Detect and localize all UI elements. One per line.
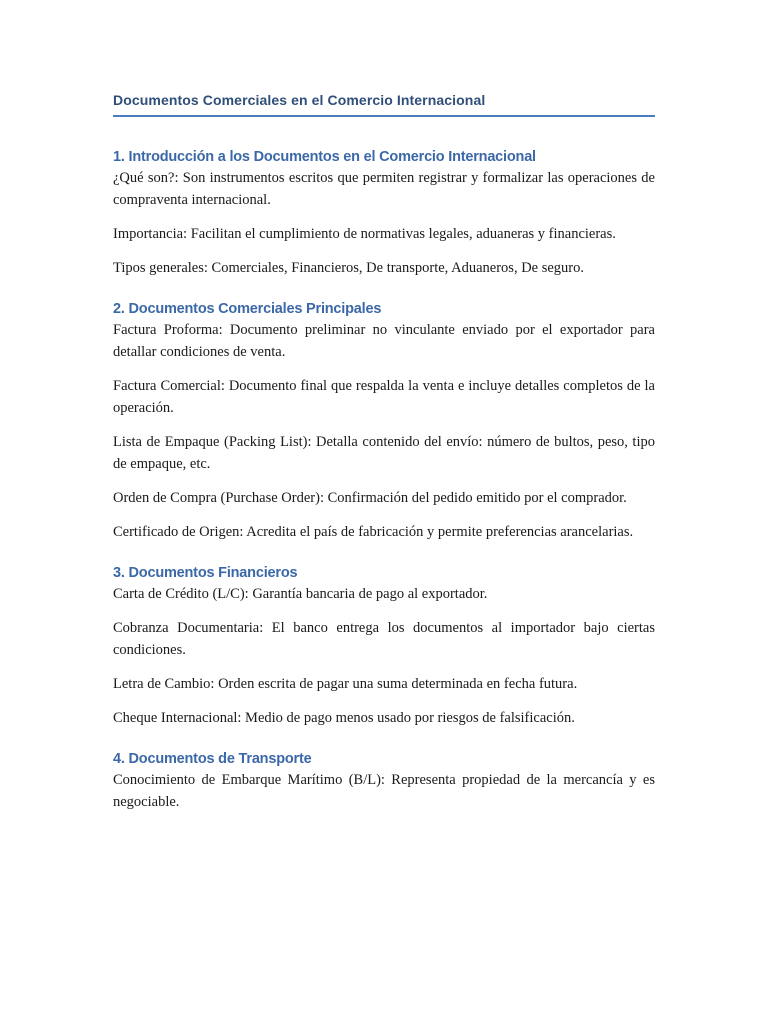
paragraph: Letra de Cambio: Orden escrita de pagar una suma determinada en fecha futura. (113, 676, 578, 692)
paragraph: Cheque Internacional: Medio de pago menos usado por riesgos de falsificación. (113, 710, 575, 726)
section-heading: 4. Documentos de Transporte (113, 751, 312, 767)
paragraph: Factura Comercial: Documento final que respalda la venta e incluye detalles completos de la operación. (113, 378, 655, 416)
paragraph: Factura Proforma: Documento preliminar no vinculante enviado por el exportador para detallar condiciones de venta. (113, 322, 655, 360)
paragraph: ¿Qué son?: Son instrumentos escritos que permiten registrar y formalizar las operaciones de compraventa internacional. (113, 170, 655, 208)
paragraph: Certificado de Origen: Acredita el país de fabricación y permite preferencias arancelarias. (113, 524, 634, 540)
paragraph: Orden de Compra (Purchase Order): Confirmación del pedido emitido por el comprador. (113, 490, 627, 506)
paragraph: Conocimiento de Embarque Marítimo (B/L): Representa propiedad de la mercancía y es negociable. (113, 772, 655, 810)
section-documentos-comerciales (113, 299, 655, 543)
paragraph: Importancia: Facilitan el cumplimiento de normativas legales, aduaneras y financieras. (113, 226, 616, 242)
section-introduccion (113, 147, 655, 279)
section-documentos-transporte (113, 749, 655, 813)
paragraph: Cobranza Documentaria: El banco entrega los documentos al importador bajo ciertas condiciones. (113, 620, 655, 658)
section-heading: 1. Introducción a los Documentos en el Comercio Internacional (113, 149, 536, 165)
section-heading: 3. Documentos Financieros (113, 565, 298, 581)
document-title: Documentos Comerciales en el Comercio Internacional (113, 92, 655, 117)
paragraph: Carta de Crédito (L/C): Garantía bancaria de pago al exportador. (113, 586, 488, 602)
paragraph: Tipos generales: Comerciales, Financieros, De transporte, Aduaneros, De seguro. (113, 260, 585, 276)
section-heading: 2. Documentos Comerciales Principales (113, 301, 382, 317)
paragraph: Lista de Empaque (Packing List): Detalla contenido del envío: número de bultos, peso, tipo de empaque, etc. (113, 434, 655, 472)
section-documentos-financieros (113, 563, 655, 729)
